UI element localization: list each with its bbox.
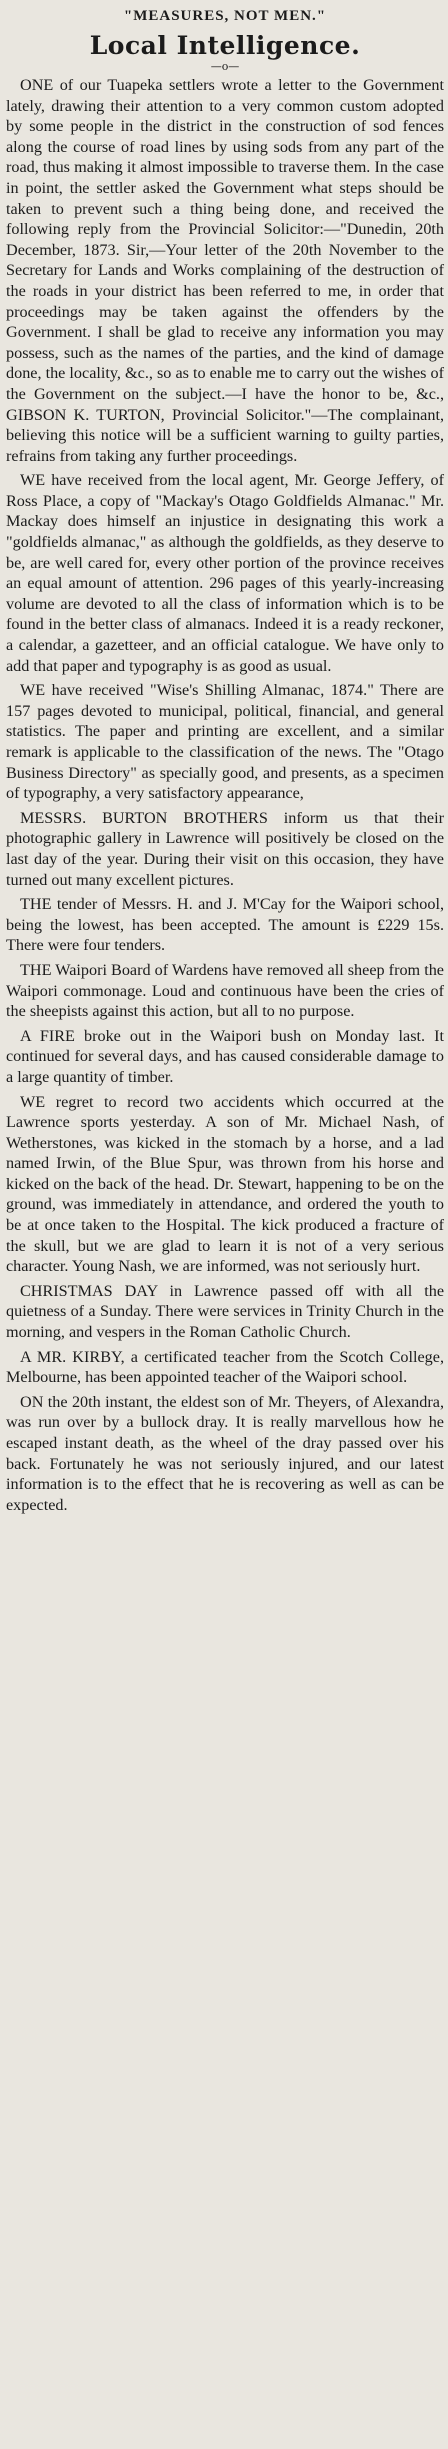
paragraph-mr-kirby: A MR. KIRBY, a certificated teacher from the Scotch College, Melbourne, has been appointed teacher of the Waipori school. [6,1347,444,1387]
paragraph-burton-brothers: MESSRS. BURTON BROTHERS inform us that their photographic gallery in Lawrence will positively be closed on the last day of the year. During their visit on this occasion, they have turned out many excellent pictures. [6,808,444,889]
paragraph-sod-fences: ONE of our Tuapeka settlers wrote a letter to the Government lately, drawing their attention to a very common custom adopted by some people in the district in the construction of sod fences along the course of road lines by using sods from any part of the road, thus making it almost impossible to traverse them. In the case in point, the settler asked the Government what steps should be taken to prevent such a thing being done, and received the following reply from the Provincial Solicitor:—"Dunedin, 20th December, 1873. Sir,—Your letter of the 20th November to the Secretary for Lands and Works complaining of the destruction of the roads in your district has been referred to me, in order that proceedings may be taken against the offenders by the Government. I shall be glad to receive any information you may possess, such as the names of the parties, and the kind of damage done, the locality, &c., so as to enable me to carry out the wishes of the Government on the subject.—I have the honor to be, &c., GIBSON K. TURTON, Provincial Solicitor."—The complainant, believing this notice will be a sufficient warning to guilty parties, refrains from taking any further proceedings. [6,76,444,465]
paragraph-board-of-wardens: THE Waipori Board of Wardens have removed all sheep from the Waipori commonage. Loud and continuous have been the cries of the sheepists against this action, but all to no purpose. [6,960,444,1021]
paragraph-wise-almanac: WE have received "Wise's Shilling Almanac, 1874." There are 157 pages devoted to municipal, political, financial, and general statistics. The paper and printing are excellent, and a similar remark is applicable to the classification of the news. The "Otago Business Directory" as specially good, and presents, as a specimen of typography, a very satisfactory appearance, [6,681,444,803]
paragraph-waipori-fire: A FIRE broke out in the Waipori bush on Monday last. It continued for several days, and has caused considerable damage to a large quantity of timber. [6,1026,444,1086]
masthead: "MEASURES, NOT MEN." [123,8,327,24]
section-title: Local Intelligence. [89,31,361,60]
article-body [6,75,444,1515]
paragraph-waipori-school-tender: THE tender of Messrs. H. and J. M'Cay for the Waipori school, being the lowest, has been accepted. The amount is £229 15s. There were four tenders. [6,895,444,955]
paragraph-sports-accidents: WE regret to record two accidents which occurred at the Lawrence sports yesterday. A son of Mr. Michael Nash, of Wetherstones, was kicked in the stomach by a horse, and a lad named Irwin, of the Blue Spur, was thrown from his horse and kicked on the back of the head. Dr. Stewart, happening to be on the ground, was immediately in attendance, and ordered the youth to be at once taken to the Hospital. The kick produced a fracture of the skull, but we are glad to learn it is not of a very serious character. Young Nash, we are informed, was not seriously hurt. [6,1092,444,1276]
paragraph-theyers-accident: ON the 20th instant, the eldest son of Mr. Theyers, of Alexandra, was run over by a bullock dray. It is really marvellous how he escaped instant death, as the wheel of the dray passed over his back. Fortunately he was not seriously injured, and our latest information is to the effect that he is recovering as well as can be expected. [6,1392,444,1514]
paragraph-christmas-day: CHRISTMAS DAY in Lawrence passed off with all the quietness of a Sunday. There were services in Trinity Church in the morning, and vespers in the Roman Catholic Church. [6,1281,444,1342]
paragraph-mackay-almanac: WE have received from the local agent, Mr. George Jeffery, of Ross Place, a copy of "Mackay's Otago Goldfields Almanac." Mr. Mackay does himself an injustice in designating this work a "goldfields almanac," as although the goldfields, as they deserve to be, are well cared for, every other portion of the province receives an equal amount of attention. 296 pages of this yearly-increasing volume are devoted to all the class of information which is to be found in the better class of almanacs. Indeed it is a ready reckoner, a calendar, a gazetteer, and an official catalogue. We have only to add that paper and typography is as good as usual. [6,471,444,675]
divider: —o— [210,60,240,73]
